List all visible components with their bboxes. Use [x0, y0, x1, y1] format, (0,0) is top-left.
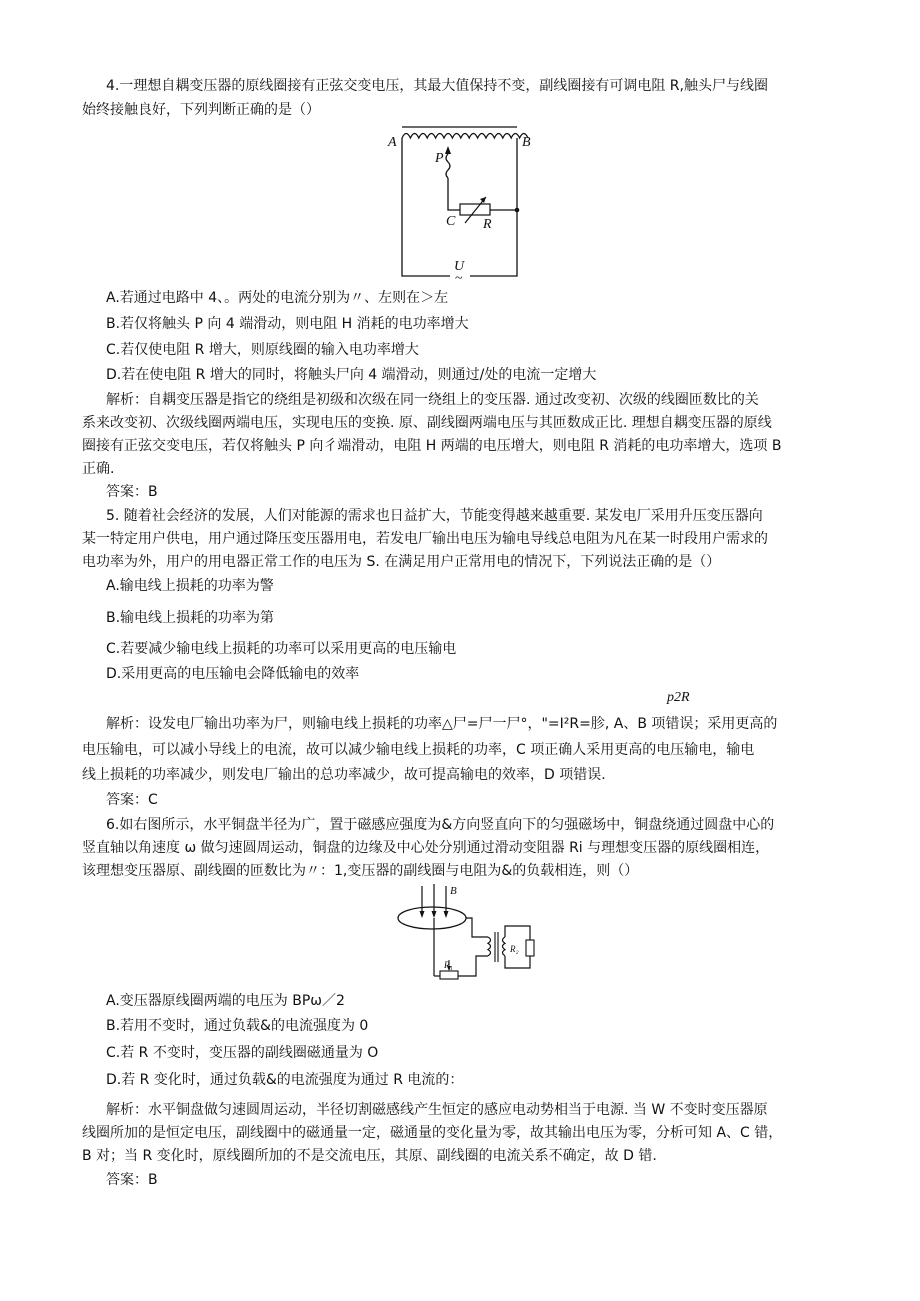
q6-analysis-line-2: 线圈所加的是恒定电压，副线圈中的磁通量一定，磁通量的变化量为零，故其输出电压为零，分析可知 A、C 错， — [82, 1125, 783, 1141]
q5-stem-line-2: 某一特定用户供电，用户通过降压变压器用电，若发电厂输出电压为输电导线总电阻为凡在某一时段用户需求的 — [82, 531, 768, 547]
q4-option-c: C.若仅使电阻 R 增大，则原线圈的输入电功率增大 — [106, 342, 419, 358]
q6-stem-line-1: 6.如右图所示，水平铜盘半径为广，置于磁感应强度为&方向竖直向下的匀强磁场中，铜盘绕通过圆盘中心的 — [106, 817, 775, 833]
q5-option-a: A.输电线上损耗的功率为警 — [106, 578, 274, 594]
load-r2 — [526, 940, 534, 956]
q6-option-a: A.变压器原线圈两端的电压为 BPω／2 — [106, 993, 345, 1009]
q4-option-b: B.若仅将触头 P 向 4 端滑动，则电阻 H 消耗的电功率增大 — [106, 316, 469, 332]
q4-stem-line-1: 4.一理想自耦变压器的原线圈接有正弦交变电压，其最大值保持不变，副线圈接有可调电阻 R,触头尸与线圈 — [106, 78, 768, 94]
q6-option-b: B.若用不变时，通过负载&的电流强度为 0 — [106, 1018, 369, 1034]
q4-stem-line-2: 始终接触良好，下列判断正确的是（） — [82, 102, 320, 118]
q5-analysis-line-1: 解析：设发电厂输出功率为尸，则输电线上损耗的功率△尸=尸一尸°，"=I²R=胗, A、B 项错误；采用更高的 — [106, 716, 778, 732]
secondary-coil — [503, 937, 506, 956]
q6-option-d: D.若 R 变化时，通过负载&的电流强度为通过 R 电流的： — [106, 1072, 464, 1088]
label-u: U — [454, 259, 465, 274]
label-b: B — [450, 885, 457, 897]
q4-analysis-line-3: 圈接有正弦交变电压，若仅将触头 P 向彳端滑动，电阻 H 两端的电压增大，则电阻 R 消耗的电功率增大，选项 B — [82, 438, 782, 454]
q4-analysis-line-4: 正确. — [82, 461, 115, 477]
q5-formula-fragment: p2R — [667, 690, 690, 705]
resistor-r — [460, 204, 490, 215]
q6-stem-line-2: 竖直轴以角速度 ω 做匀速圆周运动，铜盘的边缘及中心处分别通过滑动变阻器 Ri 与理想变压器的原线圈相连， — [82, 840, 770, 856]
q5-option-d: D.采用更高的电压输电会降低输电的效率 — [106, 666, 360, 682]
q5-analysis-line-3: 线上损耗的功率减少，则发电厂输出的总功率减少，故可提高输电的效率，D 项错误. — [82, 767, 606, 783]
label-r2: R₂ — [510, 944, 519, 954]
label-r: R — [483, 217, 492, 232]
q4-option-d: D.若在使电阻 R 增大的同时，将触头尸向 4 端滑动，则通过/处的电流一定增大 — [106, 367, 597, 383]
q4-analysis-line-2: 系来改变初、次级线圈两端电压，实现电压的变换. 原、副线圈两端电压与其匝数成正比. 理想自耦变压器的原线 — [82, 415, 772, 431]
q6-analysis-line-1: 解析：水平铜盘做匀速圆周运动，半径切割磁感线产生恒定的感应电动势相当于电源. 当 W 不变时变压器原 — [106, 1102, 768, 1118]
q6-copper-disc-circuit — [392, 882, 542, 982]
q6-answer: 答案：B — [106, 1172, 158, 1188]
coil-winding — [402, 134, 528, 139]
q5-answer: 答案：C — [106, 792, 158, 808]
label-a: A — [388, 135, 397, 150]
q4-answer: 答案：B — [106, 484, 158, 500]
q5-stem-line-3: 电功率为外，用户的用电器正常工作的电压为 S. 在满足用户正常用电的情况下，下列说法正确的是（） — [82, 554, 721, 570]
label-b: B — [522, 135, 531, 150]
q6-option-c: C.若 R 不变时，变压器的副线圈磁通量为 O — [106, 1045, 379, 1061]
copper-disc — [398, 907, 466, 929]
q5-option-c: C.若要减少输电线上损耗的功率可以采用更高的电压输电 — [106, 641, 457, 657]
q4-autotransformer-circuit — [380, 122, 540, 284]
q4-analysis-line-1: 解析：自耦变压器是指它的绕组是初级和次级在同一绕组上的变压器. 通过改变初、次级的线圈匝数比的关 — [106, 392, 759, 408]
q4-option-a: A.若通过电路中 4、。两处的电流分别为〃、左则在＞左 — [106, 290, 449, 306]
q6-stem-line-3: 该理想变压器原、副线圈的匝数比为〃：1,变压器的副线圈与电阻为&的负载相连，则（） — [82, 863, 639, 879]
label-p: P — [435, 151, 444, 166]
primary-coil — [488, 937, 491, 956]
label-c: C — [446, 214, 456, 229]
label-r1: R₁ — [444, 960, 453, 970]
q5-analysis-line-2: 电压输电，可以减小导线上的电流，故可以减少输电线上损耗的功率，C 项正确人采用更高的电压输电，输电 — [82, 742, 755, 758]
q5-option-b: B.输电线上损耗的功率为第 — [106, 610, 275, 626]
q6-analysis-line-3: B 对；当 R 变化时，原线圈所加的不是交流电压，其原、副线圈的电流关系不确定，故 D 错. — [82, 1148, 657, 1164]
rheostat-r1 — [440, 971, 458, 979]
q5-stem-line-1: 5. 随着社会经济的发展，人们对能源的需求也日益扩大，节能变得越来越重要. 某发电厂采用升压变压器向 — [106, 508, 763, 524]
label-tilde: ~ — [455, 271, 463, 284]
